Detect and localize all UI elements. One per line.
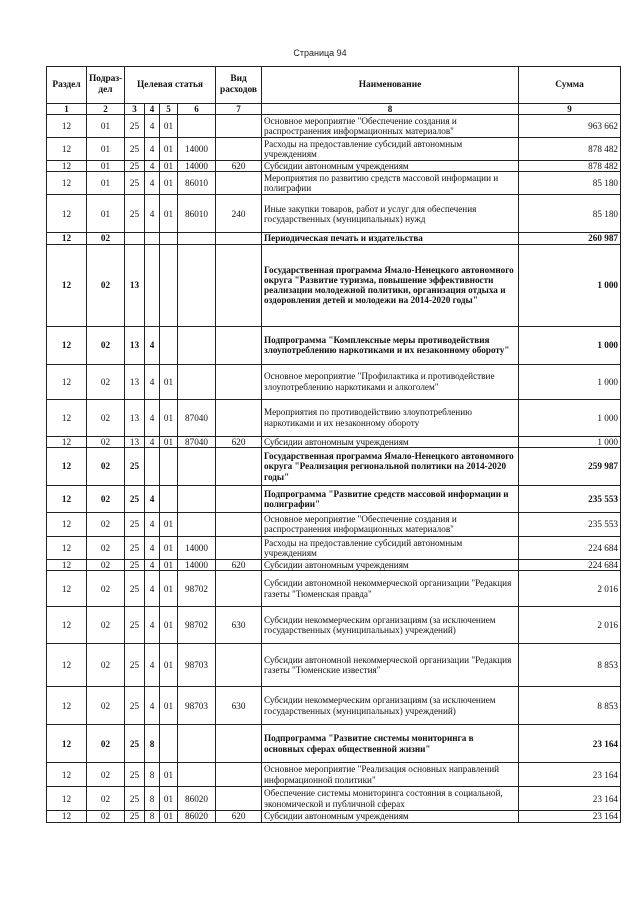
razdel-cell: 12 (47, 195, 87, 233)
table-row (47, 536, 621, 559)
amount-cell: 2 016 (519, 571, 621, 607)
direction-code-cell: 14000 (178, 536, 216, 559)
direction-code-cell: 14000 (178, 138, 216, 161)
amount-cell: 1 000 (519, 244, 621, 326)
direction-code-cell (178, 244, 216, 326)
program-code-cell: 13 (125, 364, 145, 399)
razdel-cell: 12 (47, 172, 87, 195)
subprogram-code-cell: 4 (145, 326, 160, 364)
podrazdel-cell: 02 (87, 571, 125, 607)
subprogram-code-cell: 4 (145, 559, 160, 570)
name-cell: Подпрограмма "Развитие системы мониторинга в основных сферах общественной жизни" (262, 725, 519, 763)
program-code-cell: 13 (125, 436, 145, 447)
razdel-cell: 12 (47, 512, 87, 536)
amount-cell: 85 180 (519, 172, 621, 195)
event-code-cell (160, 326, 178, 364)
razdel-cell: 12 (47, 607, 87, 644)
subprogram-code-cell: 4 (145, 161, 160, 172)
direction-code-cell: 98703 (178, 687, 216, 725)
program-code-cell: 25 (125, 644, 145, 687)
amount-cell: 260 987 (519, 233, 621, 244)
amount-cell: 2 016 (519, 607, 621, 644)
header-celevaya-statya: Целевая статья (125, 67, 216, 104)
amount-cell: 1 000 (519, 399, 621, 436)
table-row (47, 644, 621, 687)
razdel-cell: 12 (47, 326, 87, 364)
razdel-cell: 12 (47, 233, 87, 244)
podrazdel-cell: 02 (87, 559, 125, 570)
program-code-cell: 25 (125, 559, 145, 570)
program-code-cell: 25 (125, 787, 145, 811)
name-cell: Основное мероприятие "Реализация основных направлений информационной политики" (262, 763, 519, 787)
table-row (47, 364, 621, 399)
event-code-cell: 01 (160, 787, 178, 811)
event-code-cell: 01 (160, 364, 178, 399)
col-number: 6 (178, 104, 216, 115)
col-number: 3 (125, 104, 145, 115)
subprogram-code-cell: 4 (145, 485, 160, 512)
subprogram-code-cell: 4 (145, 687, 160, 725)
amount-cell: 23 164 (519, 763, 621, 787)
event-code-cell (160, 233, 178, 244)
razdel-cell: 12 (47, 763, 87, 787)
name-cell: Мероприятия по противодействию злоупотреблению наркотиками и их незаконному обороту (262, 399, 519, 436)
podrazdel-cell: 02 (87, 447, 125, 485)
program-code-cell: 25 (125, 161, 145, 172)
name-cell: Подпрограмма "Комплексные меры противодействия злоупотреблению наркотиками и их незаконному обороту" (262, 326, 519, 364)
razdel-cell: 12 (47, 485, 87, 512)
table-row (47, 447, 621, 485)
event-code-cell: 01 (160, 687, 178, 725)
table-row (47, 115, 621, 138)
program-code-cell: 25 (125, 195, 145, 233)
expense-type-cell (216, 512, 262, 536)
direction-code-cell: 98702 (178, 571, 216, 607)
razdel-cell: 12 (47, 138, 87, 161)
event-code-cell: 01 (160, 115, 178, 138)
expense-type-cell (216, 787, 262, 811)
program-code-cell: 25 (125, 571, 145, 607)
program-code-cell: 25 (125, 485, 145, 512)
name-cell: Государственная программа Ямало-Ненецкого автономного округа "Развитие туризма, повышение эффективности реализации молодежной политики, организация отдыха и оздоровления детей и молодежи на 2014-2020 годы" (262, 244, 519, 326)
name-cell: Основное мероприятие "Обеспечение создания и распространения информационных материалов" (262, 115, 519, 138)
table-row (47, 725, 621, 763)
expense-type-cell (216, 172, 262, 195)
program-code-cell: 25 (125, 725, 145, 763)
amount-cell: 878 482 (519, 161, 621, 172)
expense-type-cell (216, 244, 262, 326)
expense-type-cell (216, 571, 262, 607)
event-code-cell: 01 (160, 536, 178, 559)
table-row (47, 399, 621, 436)
expense-type-cell (216, 763, 262, 787)
direction-code-cell (178, 364, 216, 399)
expense-type-cell: 630 (216, 687, 262, 725)
direction-code-cell (178, 512, 216, 536)
table-row (47, 559, 621, 570)
name-cell: Обеспечение системы мониторинга состояния в социальной, экономической и публичной сферах (262, 787, 519, 811)
amount-cell: 23 164 (519, 811, 621, 822)
podrazdel-cell: 02 (87, 233, 125, 244)
col-number: 2 (87, 104, 125, 115)
table-row (47, 485, 621, 512)
name-cell: Субсидии автономной некоммерческой организации "Редакция газеты "Тюменские известия" (262, 644, 519, 687)
amount-cell: 963 662 (519, 115, 621, 138)
table-header-row (47, 67, 621, 104)
event-code-cell: 01 (160, 644, 178, 687)
podrazdel-cell: 02 (87, 485, 125, 512)
program-code-cell (125, 233, 145, 244)
program-code-cell: 25 (125, 512, 145, 536)
amount-cell: 224 684 (519, 559, 621, 570)
direction-code-cell (178, 725, 216, 763)
expense-type-cell (216, 447, 262, 485)
direction-code-cell (178, 763, 216, 787)
header-summa: Сумма (519, 67, 621, 104)
amount-cell: 224 684 (519, 536, 621, 559)
name-cell: Расходы на предоставление субсидий автономным учреждениям (262, 536, 519, 559)
expense-type-cell (216, 138, 262, 161)
header-razdel: Раздел (47, 67, 87, 104)
amount-cell: 8 853 (519, 687, 621, 725)
expense-type-cell: 620 (216, 436, 262, 447)
subprogram-code-cell (145, 447, 160, 485)
amount-cell: 259 987 (519, 447, 621, 485)
subprogram-code-cell: 4 (145, 195, 160, 233)
event-code-cell: 01 (160, 763, 178, 787)
table-row (47, 687, 621, 725)
podrazdel-cell: 02 (87, 763, 125, 787)
direction-code-cell: 87040 (178, 436, 216, 447)
razdel-cell: 12 (47, 364, 87, 399)
program-code-cell: 25 (125, 536, 145, 559)
razdel-cell: 12 (47, 447, 87, 485)
expense-type-cell (216, 644, 262, 687)
program-code-cell: 25 (125, 115, 145, 138)
col-number: 9 (519, 104, 621, 115)
name-cell: Субсидии некоммерческим организациям (за исключением государственных (муниципальных) учреждений) (262, 687, 519, 725)
direction-code-cell: 14000 (178, 559, 216, 570)
razdel-cell: 12 (47, 115, 87, 138)
amount-cell: 235 553 (519, 485, 621, 512)
event-code-cell: 01 (160, 172, 178, 195)
direction-code-cell (178, 326, 216, 364)
direction-code-cell: 86010 (178, 172, 216, 195)
direction-code-cell (178, 447, 216, 485)
table-row (47, 172, 621, 195)
expense-type-cell (216, 725, 262, 763)
subprogram-code-cell: 4 (145, 172, 160, 195)
subprogram-code-cell (145, 233, 160, 244)
name-cell: Основное мероприятие "Профилактика и противодействие злоупотреблению наркотиками и алкоголем" (262, 364, 519, 399)
table-row (47, 138, 621, 161)
page-number-label: Страница 94 (293, 48, 347, 58)
program-code-cell: 25 (125, 447, 145, 485)
direction-code-cell: 98703 (178, 644, 216, 687)
subprogram-code-cell: 4 (145, 115, 160, 138)
col-number: 7 (216, 104, 262, 115)
event-code-cell: 01 (160, 607, 178, 644)
table-row (47, 244, 621, 326)
amount-cell: 235 553 (519, 512, 621, 536)
event-code-cell: 01 (160, 138, 178, 161)
podrazdel-cell: 01 (87, 115, 125, 138)
amount-cell: 23 164 (519, 725, 621, 763)
name-cell: Субсидии автономным учреждениям (262, 559, 519, 570)
program-code-cell: 25 (125, 607, 145, 644)
name-cell: Субсидии автономным учреждениям (262, 161, 519, 172)
col-number: 4 (145, 104, 160, 115)
header-vid-rashodov: Вид расходов (216, 67, 262, 104)
program-code-cell: 25 (125, 811, 145, 822)
col-number: 8 (262, 104, 519, 115)
name-cell: Мероприятия по развитию средств массовой информации и полиграфии (262, 172, 519, 195)
name-cell: Субсидии некоммерческим организациям (за исключением государственных (муниципальных) учреждений) (262, 607, 519, 644)
podrazdel-cell: 02 (87, 244, 125, 326)
razdel-cell: 12 (47, 536, 87, 559)
direction-code-cell: 86020 (178, 787, 216, 811)
razdel-cell: 12 (47, 687, 87, 725)
subprogram-code-cell: 4 (145, 536, 160, 559)
razdel-cell: 12 (47, 571, 87, 607)
expense-type-cell (216, 326, 262, 364)
program-code-cell: 25 (125, 138, 145, 161)
event-code-cell (160, 485, 178, 512)
podrazdel-cell: 02 (87, 326, 125, 364)
expense-type-cell: 620 (216, 811, 262, 822)
podrazdel-cell: 01 (87, 172, 125, 195)
name-cell: Расходы на предоставление субсидий автономным учреждениям (262, 138, 519, 161)
direction-code-cell: 98702 (178, 607, 216, 644)
name-cell: Иные закупки товаров, работ и услуг для обеспечения государственных (муниципальных) нужд (262, 195, 519, 233)
table-row (47, 233, 621, 244)
name-cell: Периодическая печать и издательства (262, 233, 519, 244)
table-row (47, 195, 621, 233)
program-code-cell: 25 (125, 763, 145, 787)
podrazdel-cell: 02 (87, 607, 125, 644)
subprogram-code-cell: 4 (145, 436, 160, 447)
table-row (47, 512, 621, 536)
direction-code-cell (178, 485, 216, 512)
event-code-cell (160, 244, 178, 326)
expense-type-cell (216, 485, 262, 512)
podrazdel-cell: 01 (87, 195, 125, 233)
podrazdel-cell: 02 (87, 512, 125, 536)
table-row (47, 571, 621, 607)
razdel-cell: 12 (47, 436, 87, 447)
razdel-cell: 12 (47, 399, 87, 436)
podrazdel-cell: 01 (87, 138, 125, 161)
razdel-cell: 12 (47, 811, 87, 822)
column-number-row (47, 104, 621, 115)
subprogram-code-cell: 4 (145, 512, 160, 536)
name-cell: Государственная программа Ямало-Ненецкого автономного округа "Реализация региональной политики на 2014-2020 годы" (262, 447, 519, 485)
direction-code-cell (178, 233, 216, 244)
expense-type-cell (216, 233, 262, 244)
expense-type-cell (216, 364, 262, 399)
razdel-cell: 12 (47, 787, 87, 811)
subprogram-code-cell: 8 (145, 763, 160, 787)
razdel-cell: 12 (47, 559, 87, 570)
expense-type-cell: 620 (216, 559, 262, 570)
name-cell: Субсидии автономным учреждениям (262, 811, 519, 822)
event-code-cell: 01 (160, 161, 178, 172)
direction-code-cell: 87040 (178, 399, 216, 436)
amount-cell: 1 000 (519, 364, 621, 399)
razdel-cell: 12 (47, 161, 87, 172)
table-row (47, 811, 621, 822)
expense-type-cell: 240 (216, 195, 262, 233)
col-number: 5 (160, 104, 178, 115)
subprogram-code-cell: 4 (145, 607, 160, 644)
podrazdel-cell: 02 (87, 687, 125, 725)
table-row (47, 787, 621, 811)
col-number: 1 (47, 104, 87, 115)
program-code-cell: 25 (125, 172, 145, 195)
amount-cell: 1 000 (519, 326, 621, 364)
program-code-cell: 13 (125, 399, 145, 436)
event-code-cell: 01 (160, 512, 178, 536)
program-code-cell: 25 (125, 687, 145, 725)
podrazdel-cell: 02 (87, 436, 125, 447)
amount-cell: 8 853 (519, 644, 621, 687)
name-cell: Субсидии автономной некоммерческой организации "Редакция газеты "Тюменская правда" (262, 571, 519, 607)
amount-cell: 878 482 (519, 138, 621, 161)
table-row (47, 161, 621, 172)
event-code-cell (160, 447, 178, 485)
program-code-cell: 13 (125, 326, 145, 364)
subprogram-code-cell: 4 (145, 138, 160, 161)
program-code-cell: 13 (125, 244, 145, 326)
table-row (47, 607, 621, 644)
podrazdel-cell: 02 (87, 364, 125, 399)
event-code-cell: 01 (160, 436, 178, 447)
direction-code-cell: 86010 (178, 195, 216, 233)
expense-type-cell (216, 399, 262, 436)
table-body (47, 115, 621, 822)
table-row (47, 763, 621, 787)
subprogram-code-cell: 4 (145, 571, 160, 607)
subprogram-code-cell: 4 (145, 364, 160, 399)
event-code-cell: 01 (160, 811, 178, 822)
event-code-cell (160, 725, 178, 763)
expense-type-cell: 620 (216, 161, 262, 172)
amount-cell: 85 180 (519, 195, 621, 233)
name-cell: Основное мероприятие "Обеспечение создания и распространения информационных материалов" (262, 512, 519, 536)
expense-type-cell: 630 (216, 607, 262, 644)
header-podrazdel: Подраз-дел (87, 67, 125, 104)
subprogram-code-cell: 8 (145, 787, 160, 811)
subprogram-code-cell: 8 (145, 725, 160, 763)
podrazdel-cell: 02 (87, 644, 125, 687)
podrazdel-cell: 02 (87, 811, 125, 822)
razdel-cell: 12 (47, 644, 87, 687)
event-code-cell: 01 (160, 571, 178, 607)
event-code-cell: 01 (160, 195, 178, 233)
name-cell: Субсидии автономным учреждениям (262, 436, 519, 447)
subprogram-code-cell (145, 244, 160, 326)
direction-code-cell: 86020 (178, 811, 216, 822)
subprogram-code-cell: 4 (145, 644, 160, 687)
direction-code-cell (178, 115, 216, 138)
podrazdel-cell: 02 (87, 399, 125, 436)
table-row (47, 436, 621, 447)
razdel-cell: 12 (47, 725, 87, 763)
header-naimenovanie: Наименование (262, 67, 519, 104)
direction-code-cell: 14000 (178, 161, 216, 172)
subprogram-code-cell: 4 (145, 399, 160, 436)
table-row (47, 326, 621, 364)
razdel-cell: 12 (47, 244, 87, 326)
podrazdel-cell: 02 (87, 725, 125, 763)
podrazdel-cell: 01 (87, 161, 125, 172)
event-code-cell: 01 (160, 399, 178, 436)
expense-type-cell (216, 536, 262, 559)
amount-cell: 1 000 (519, 436, 621, 447)
name-cell: Подпрограмма "Развитие средств массовой информации и полиграфии" (262, 485, 519, 512)
podrazdel-cell: 02 (87, 536, 125, 559)
event-code-cell: 01 (160, 559, 178, 570)
amount-cell: 23 164 (519, 787, 621, 811)
budget-table (46, 66, 621, 823)
expense-type-cell (216, 115, 262, 138)
podrazdel-cell: 02 (87, 787, 125, 811)
subprogram-code-cell: 8 (145, 811, 160, 822)
